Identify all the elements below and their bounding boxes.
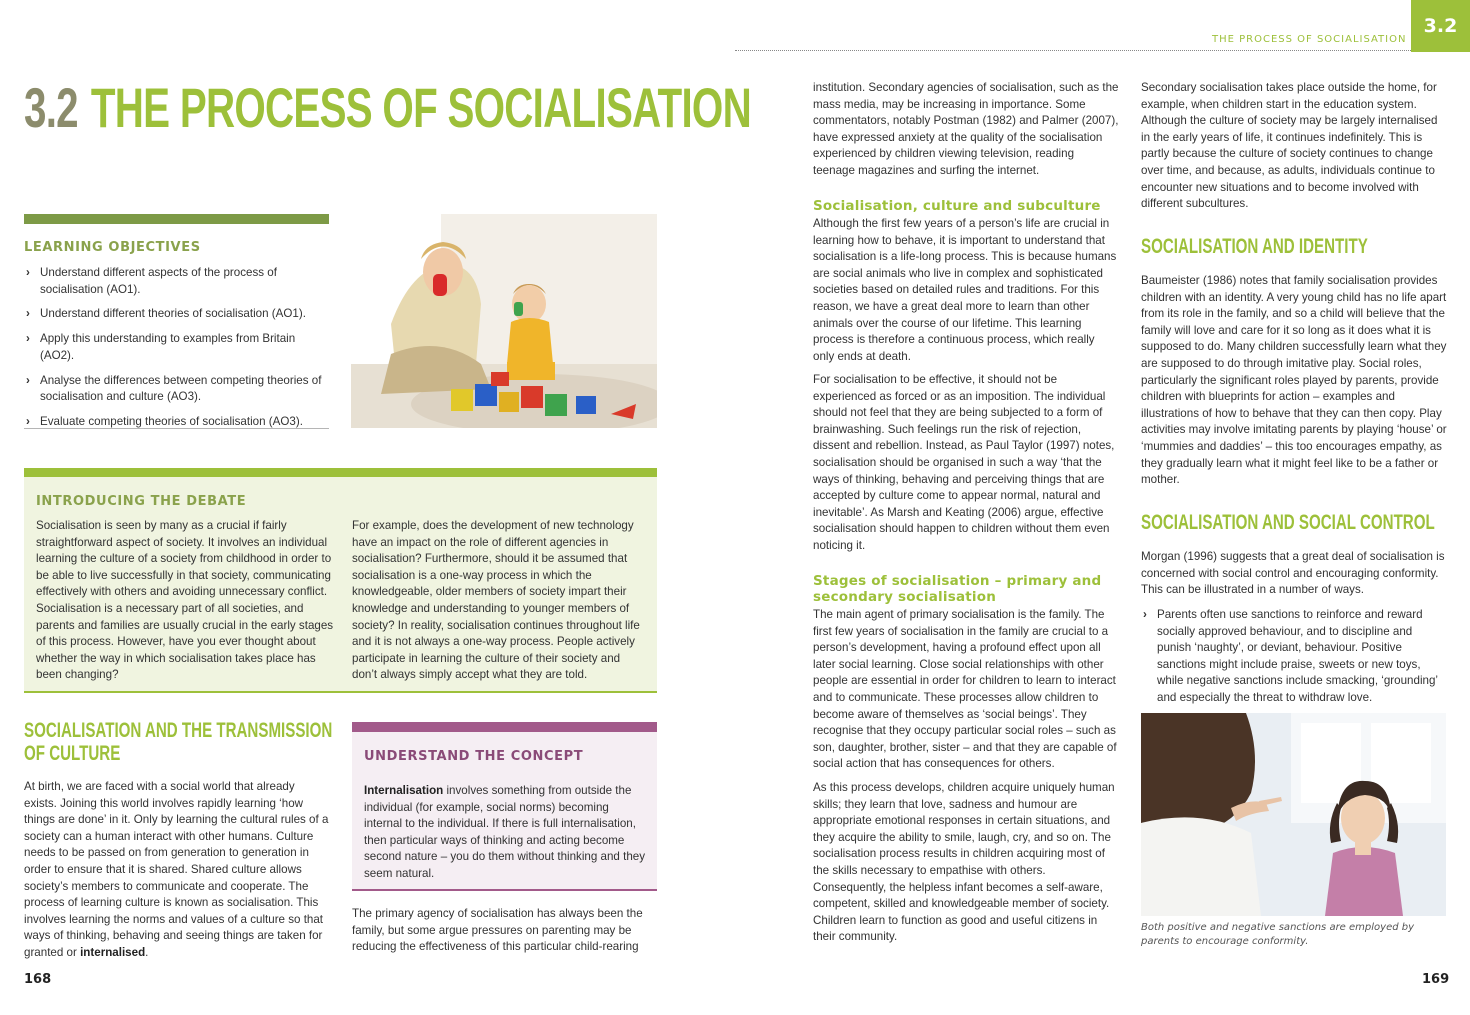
transmission-body: At birth, we are faced with a social world that already exists. Joining this world involves rapidly learning ‘how things are done’ in it. Only by learning the cultural rules of a society can a human interact with other humans. Culture needs to be passed on from generation to generation in order to ensure that it is shared. Shared culture allows society’s members to communicate and cooperate. The process of learning culture is known as socialisation. This involves learning the norms and values of a culture so that ways of thinking, behaving and seeing things are taken for granted or bbox=[24, 780, 329, 959]
learning-objectives-rule bbox=[24, 428, 329, 429]
concept-term: Internalisation bbox=[364, 784, 444, 797]
header-rule bbox=[735, 50, 1411, 51]
stages-heading-line-2: secondary socialisation bbox=[813, 589, 997, 605]
identity-heading: SOCIALISATION AND IDENTITY bbox=[1141, 235, 1368, 258]
transmission-text bbox=[24, 779, 330, 962]
internalised-term: internalised bbox=[80, 945, 146, 959]
photo-caption: Both positive and negative sanctions are employed by parents to encourage conformity. bbox=[1141, 922, 1415, 947]
debate-title: INTRODUCING THE DEBATE bbox=[36, 494, 247, 509]
left-page-number: 168 bbox=[24, 972, 52, 987]
debate-bar bbox=[24, 468, 657, 477]
list-item-text: Evaluate competing theories of socialisation (AO3). bbox=[40, 414, 303, 428]
section-tab-label: 3.2 bbox=[1423, 15, 1458, 37]
secondary-socialisation-text: Secondary socialisation takes place outside the home, for example, when children start in the education system. Although the culture of society may be largely internalised in the early years of life, it continues indefinitely. This is partly because the culture of society continues to change over time, and because, as adults, individuals continue to encounter new situations and to become involved with different subcultures. bbox=[1141, 81, 1438, 211]
stages-heading-line-1: Stages of socialisation – primary and bbox=[813, 573, 1102, 589]
list-item-text: Apply this understanding to examples from Britain (AO2). bbox=[40, 332, 296, 362]
chevron-right-icon: › bbox=[26, 266, 30, 279]
chapter-title-text: THE PROCESS OF SOCIALISATION bbox=[90, 76, 751, 139]
chevron-right-icon: › bbox=[26, 414, 30, 428]
chevron-right-icon: › bbox=[26, 373, 30, 387]
stages-paragraph-1: The main agent of primary socialisation is the family. The first few years of socialisation in the family are crucial to a person’s development, having a profound effect upon all later social learning. Close social relationships with other people are essential in order for children to learn to interact and to communicate. These processes allow children to become aware of themselves as ‘social beings’. They recognise that they occupy particular social roles – such as son, daughter, brother, sister – and that they are capable of social action that has consequences for others. bbox=[813, 608, 1117, 771]
stages-paragraph-2: As this process develops, children acquire uniquely human skills; they learn that love, sadness and humour are appropriate emotional responses in certain situations, and they acquire the ability to smile, laugh, cry, and so on. The socialisation process results in children acquiring most of the skills necessary to empathise with others. Consequently, the helpless infant becomes a self-aware, competent, skilled and knowledgeable member of society. Children learn to function as good and useful citizens in their community. bbox=[813, 781, 1115, 944]
subculture-heading: Socialisation, culture and subculture bbox=[813, 198, 1101, 214]
list-item-text: Analyse the differences between competing theories of socialisation and culture (AO3). bbox=[40, 373, 322, 404]
list-item-text: Parents often use sanctions to reinforce and reward socially approved behaviour, and to discipline and punish ‘naughty’, or deviant, behaviour. Positive sanctions might include praise, sweets or new toys, while negative sanctions include smacking, ‘grounding’ and especially the threat to withdraw love. bbox=[1157, 608, 1438, 704]
concept-bar bbox=[352, 722, 657, 732]
right-page-number: 169 bbox=[1422, 972, 1450, 987]
list-item-text: Understand different theories of socialisation (AO1). bbox=[40, 307, 306, 321]
transmission-end: . bbox=[145, 945, 149, 959]
subculture-paragraph-2: For socialisation to be effective, it should not be experienced as forced or as an imposition. The individual should not feel that they are being subjected to a form of brainwashing. Such feelings run the risk of rejection, dissent and rebellion. Instead, as Paul Taylor (1997) notes, socialisation should be organised in such a way ‘that the ways of thinking, behaving and perceiving things that are accepted by culture come to appear normal, natural and inevitable’. As Marsh and Keating (2006) argue, effective socialisation should happen to children without them even noticing it. bbox=[813, 373, 1115, 552]
social-control-text: Morgan (1996) suggests that a great deal of socialisation is concerned with social control and encouraging conformity. This can be illustrated in a number of ways. bbox=[1141, 550, 1445, 597]
sanctions-illustration bbox=[1141, 713, 1446, 916]
learning-objectives-bar bbox=[24, 214, 329, 224]
concept-text bbox=[364, 783, 649, 883]
chevron-right-icon: › bbox=[1143, 608, 1147, 621]
list-item bbox=[24, 265, 330, 298]
list-item bbox=[24, 373, 330, 406]
list-item bbox=[24, 306, 330, 323]
debate-column-1: Socialisation is seen by many as a crucial if fairly straightforward aspect of society. It involves an individual learning the culture of a society from childhood in order to be able to live successfully in that society, communicating effectively with others and avoiding unnecessary conflict. Socialisation is a necessary part of all societies, and parents and families are usually crucial in the early stages of this process. However, have you ever thought about whether the way in which socialisation takes place has been changing? bbox=[36, 519, 334, 682]
list-item bbox=[24, 331, 330, 364]
mass-media-text: institution. Secondary agencies of socialisation, such as the mass media, may be increasing in importance. Some commentators, notably Postman (1982) and Palmer (2007), have expressed anxiety at the quality of the socialisation experienced by children viewing television, reading teenage magazines and surfing the internet. bbox=[813, 81, 1119, 177]
chevron-right-icon: › bbox=[26, 307, 30, 321]
stages-heading bbox=[813, 573, 1101, 605]
parent-scolding-child-photo bbox=[1141, 713, 1446, 916]
mother-child-playing-photo bbox=[351, 214, 657, 428]
after-concept-text: The primary agency of socialisation has always been the family, but some argue pressures on parenting may be reducing the effectiveness of this particular child-rearing bbox=[352, 907, 643, 954]
transmission-heading bbox=[24, 719, 332, 765]
list-item-text: Understand different aspects of the process of socialisation (AO1). bbox=[40, 266, 277, 296]
learning-objectives-list bbox=[24, 265, 330, 439]
concept-definition: involves something from outside the individual (for example, social norms) becoming internal to the individual. If there is full internalisation, then particular ways of thinking and acting become second nature – you do them without thinking and they seem natural. bbox=[364, 784, 646, 880]
mother-child-illustration bbox=[351, 214, 657, 428]
list-item bbox=[1141, 607, 1447, 707]
chapter-number: 3.2 bbox=[24, 76, 78, 139]
social-control-list bbox=[1141, 607, 1447, 707]
identity-text: Baumeister (1986) notes that family socialisation provides children with an identity. A very young child has no life apart from its role in the family, and so a child will believe that the family will love and care for it so long as it does what it is supposed to do. Many children successfully learn what they are supposed to do through imitative play. Social roles, particularly the significant roles played by parents, provide children with blueprints for action – examples and illustrations of how to behave that they can then copy. Play activities may involve imitating parents by playing ‘house’ or ‘mummies and daddies’ – this too encourages empathy, as they gradually learn what it might feel like to be a father or mother. bbox=[1141, 274, 1447, 487]
transmission-heading-line-2: OF CULTURE bbox=[24, 742, 121, 765]
chevron-right-icon: › bbox=[26, 332, 30, 346]
concept-title: UNDERSTAND THE CONCEPT bbox=[364, 749, 584, 764]
social-control-heading: SOCIALISATION AND SOCIAL CONTROL bbox=[1141, 511, 1435, 534]
subculture-paragraph-1: Although the first few years of a person’s life are crucial in learning how to behave, it is important to understand that socialisation is a life-long process. This is because humans are social animals who live in complex and sophisticated societies based on detailed rules and traditions. For this reason, we have a great deal more to learn than other animals over the course of our lifetime. This learning process is therefore a continuous process, which really only ends at death. bbox=[813, 217, 1117, 363]
chapter-title bbox=[24, 72, 751, 144]
running-head: THE PROCESS OF SOCIALISATION bbox=[1212, 34, 1407, 45]
debate-column-2: For example, does the development of new technology have an impact on the role of different agencies in socialisation? Furthermore, should it be assumed that socialisation is a one-way process in which the knowledgeable, older members of society impart their knowledge and understanding to younger members of society? In reality, socialisation continues throughout life and it is not always a one-way process. People actively participate in learning the culture of their society and don’t always simply accept what they are told. bbox=[352, 519, 640, 682]
learning-objectives-title: LEARNING OBJECTIVES bbox=[24, 240, 201, 255]
section-tab bbox=[1411, 0, 1470, 52]
transmission-heading-line-1: SOCIALISATION AND THE TRANSMISSION bbox=[24, 719, 333, 742]
